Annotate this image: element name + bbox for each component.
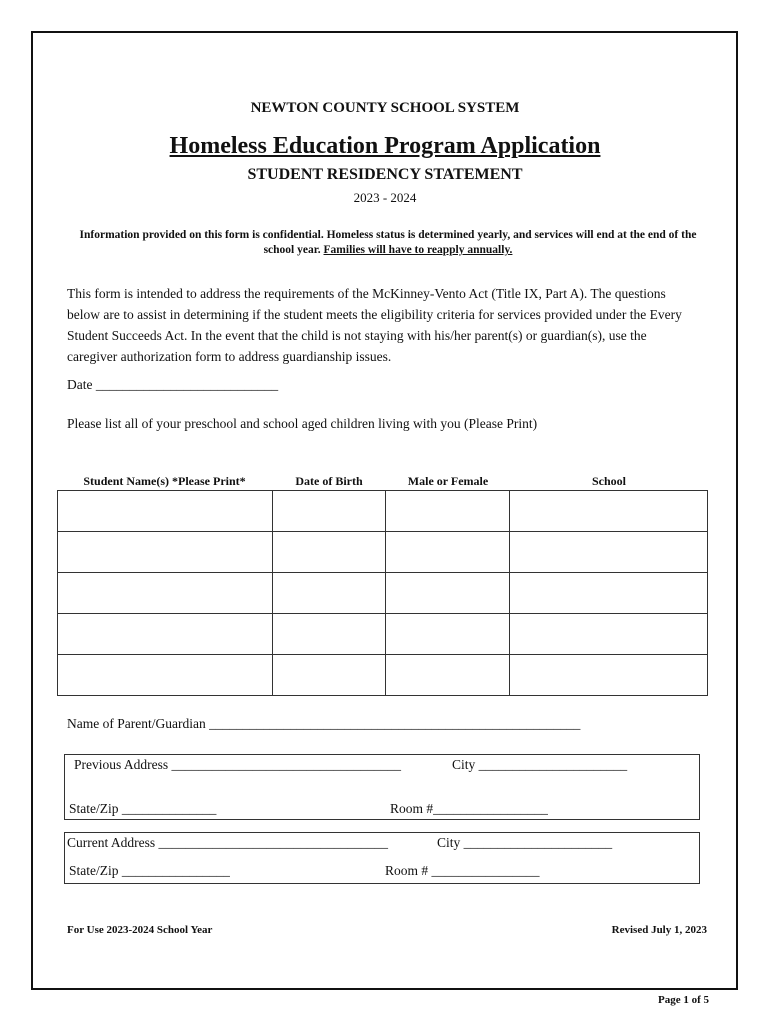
organization-name: NEWTON COUNTY SCHOOL SYSTEM: [250, 100, 520, 116]
gender-cell[interactable]: [386, 614, 510, 655]
current-city-field[interactable]: City ______________________: [437, 835, 613, 850]
current-address-field[interactable]: Current Address __________________________________: [67, 835, 388, 850]
header-date-of-birth: Date of Birth: [295, 474, 363, 488]
previous-room-field[interactable]: Room #_________________: [390, 801, 548, 816]
table-row: [58, 532, 708, 573]
parent-guardian-field[interactable]: Name of Parent/Guardian _______________________________________________________: [67, 716, 581, 731]
current-room-field[interactable]: Room # ________________: [385, 863, 540, 878]
children-list-prompt: Please list all of your preschool and school aged children living with you (Please Print): [67, 416, 538, 431]
table-row: [58, 491, 708, 532]
gender-cell[interactable]: [386, 491, 510, 532]
student-name-cell[interactable]: [58, 532, 273, 573]
table-row: [58, 573, 708, 614]
notice-emphasis: Families will have to reapply annually.: [323, 244, 513, 256]
dob-cell[interactable]: [272, 491, 386, 532]
dob-cell[interactable]: [272, 614, 386, 655]
school-cell[interactable]: [510, 614, 708, 655]
gender-cell[interactable]: [386, 532, 510, 573]
student-name-cell[interactable]: [58, 573, 273, 614]
header-student-name: Student Name(s) *Please Print*: [83, 474, 246, 488]
intro-paragraph: This form is intended to address the requirements of the McKinney-Vento Act (Title IX, Part A). The questions below are to assist in determining if the student meets the eligibility criteria for services provided under the Every Student Succeeds Act. In the event that the child is not staying with his/her parent(s) or guardian(s), use the caregiver authorization form to address guardianship issues.: [67, 286, 682, 364]
dob-cell[interactable]: [272, 573, 386, 614]
student-name-cell[interactable]: [58, 491, 273, 532]
previous-statezip-field[interactable]: State/Zip ______________: [69, 801, 217, 816]
dob-cell[interactable]: [272, 532, 386, 573]
children-table: [57, 490, 708, 696]
previous-address-box: [64, 754, 700, 820]
confidentiality-notice: [70, 228, 706, 258]
table-row: [58, 614, 708, 655]
student-name-cell[interactable]: [58, 655, 273, 696]
form-subtitle: STUDENT RESIDENCY STATEMENT: [247, 166, 523, 183]
gender-cell[interactable]: [386, 655, 510, 696]
student-name-cell[interactable]: [58, 614, 273, 655]
header-school: School: [591, 474, 626, 488]
school-cell[interactable]: [510, 491, 708, 532]
page-number: Page 1 of 5: [657, 994, 709, 1006]
previous-city-field[interactable]: City ______________________: [452, 757, 628, 772]
previous-address-field[interactable]: Previous Address __________________________________: [74, 757, 401, 772]
header-gender: Male or Female: [407, 474, 489, 488]
date-field[interactable]: Date ___________________________: [67, 377, 279, 392]
footer-school-year: For Use 2023-2024 School Year: [67, 924, 213, 936]
current-statezip-field[interactable]: State/Zip ________________: [69, 863, 230, 878]
current-address-box: [64, 832, 700, 884]
notice-text: Information provided on this form is confidential. Homeless status is determined yearly, and services will end at the end of the school year.: [79, 229, 697, 256]
school-cell[interactable]: [510, 532, 708, 573]
footer-revised-date: Revised July 1, 2023: [611, 924, 707, 936]
gender-cell[interactable]: [386, 573, 510, 614]
form-title: Homeless Education Program Application: [169, 133, 601, 159]
dob-cell[interactable]: [272, 655, 386, 696]
school-year: 2023 - 2024: [353, 190, 417, 205]
school-cell[interactable]: [510, 573, 708, 614]
table-row: [58, 655, 708, 696]
school-cell[interactable]: [510, 655, 708, 696]
